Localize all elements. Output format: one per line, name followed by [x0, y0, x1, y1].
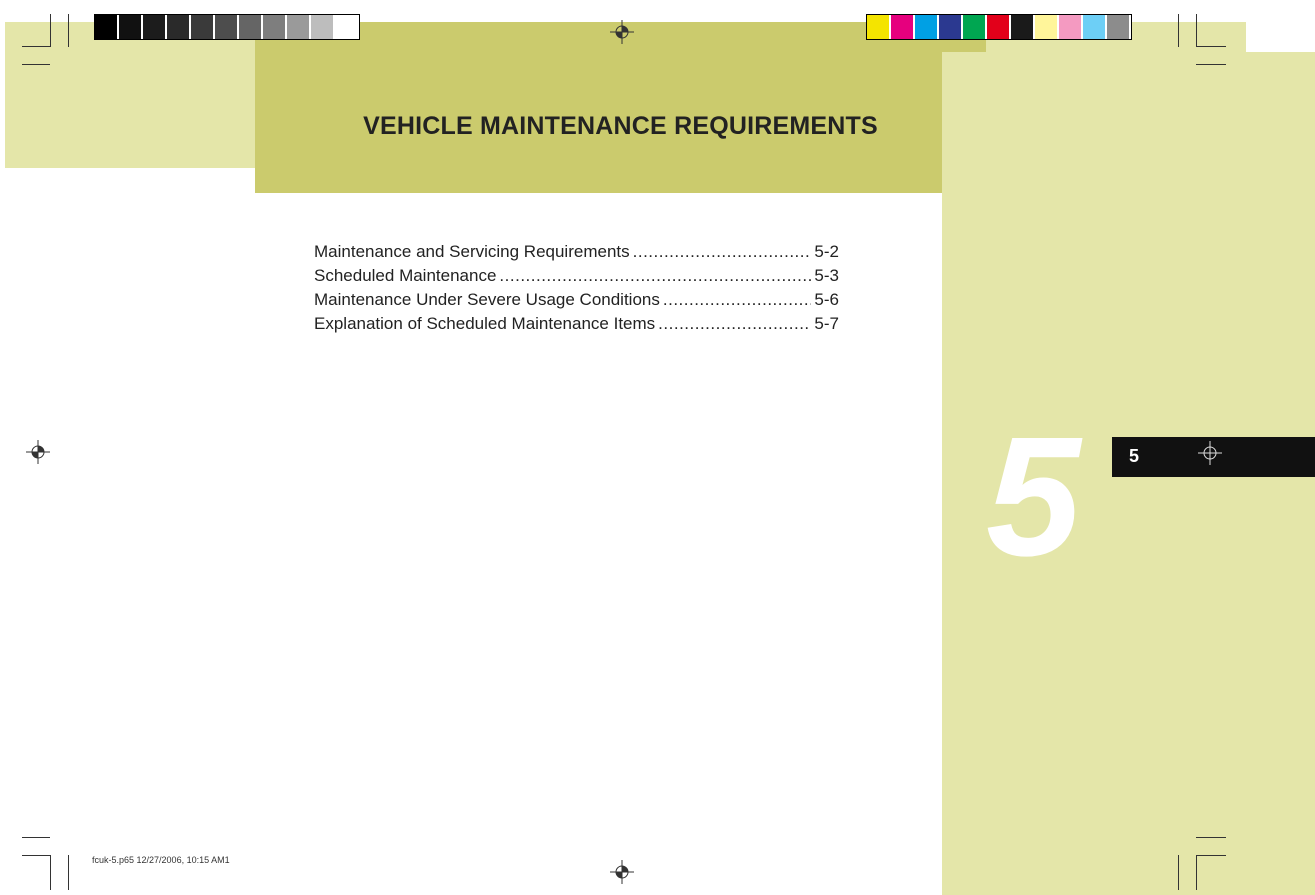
toc-entry-label: Maintenance Under Severe Usage Conditions [314, 290, 660, 309]
crop-mark [50, 14, 51, 47]
color-swatch [1035, 15, 1059, 39]
color-swatch [1011, 15, 1035, 39]
crop-mark [1196, 14, 1197, 47]
chapter-number: 5 [986, 402, 1081, 592]
crop-mark [1196, 855, 1226, 856]
toc-leader-dots [633, 240, 812, 264]
color-swatch [987, 15, 1011, 39]
grayscale-color-bar [94, 14, 360, 40]
crop-mark [68, 855, 69, 890]
toc-entry-label: Scheduled Maintenance [314, 266, 497, 285]
toc-entry-page: 5-3 [814, 266, 839, 285]
left-background-panel [5, 22, 255, 168]
toc-entry-page: 5-6 [814, 290, 839, 309]
registration-mark-icon [26, 440, 50, 464]
crop-mark [22, 46, 50, 47]
crop-mark [1178, 14, 1179, 47]
color-swatch [915, 15, 939, 39]
color-swatch [891, 15, 915, 39]
crop-mark [1196, 855, 1197, 890]
color-swatch [939, 15, 963, 39]
toc-entry[interactable] [314, 240, 839, 264]
registration-mark-icon [610, 860, 634, 884]
toc-leader-dots [663, 288, 812, 312]
color-swatch [215, 15, 239, 39]
toc-entry-page: 5-2 [814, 242, 839, 261]
toc-entry[interactable] [314, 264, 839, 288]
crop-mark [68, 14, 69, 47]
color-swatch [963, 15, 987, 39]
color-swatch [287, 15, 311, 39]
color-swatch [335, 15, 359, 39]
toc-leader-dots [499, 264, 811, 288]
process-color-bar [866, 14, 1132, 40]
chapter-tab-label: 5 [1129, 446, 1140, 466]
registration-mark-icon [1198, 441, 1222, 465]
crop-mark [50, 855, 51, 890]
color-swatch [95, 15, 119, 39]
print-slug: fcuk-5.p65 12/27/2006, 10:15 AM1 [92, 855, 230, 865]
color-swatch [143, 15, 167, 39]
toc-entry[interactable] [314, 288, 839, 312]
page-title: VEHICLE MAINTENANCE REQUIREMENTS [363, 112, 878, 140]
color-swatch [239, 15, 263, 39]
crop-mark [1196, 46, 1226, 47]
table-of-contents [314, 240, 839, 336]
toc-entry-label: Explanation of Scheduled Maintenance Items [314, 314, 656, 333]
registration-mark-icon [610, 20, 634, 44]
crop-mark [22, 837, 50, 838]
crop-mark [22, 64, 50, 65]
color-swatch [263, 15, 287, 39]
crop-mark [1196, 64, 1226, 65]
color-swatch [1107, 15, 1131, 39]
title-band [255, 22, 986, 193]
toc-entry-label: Maintenance and Servicing Requirements [314, 242, 630, 261]
toc-entry[interactable] [314, 312, 839, 336]
crop-mark [22, 855, 50, 856]
color-swatch [1059, 15, 1083, 39]
color-swatch [867, 15, 891, 39]
color-swatch [119, 15, 143, 39]
toc-entry-page: 5-7 [814, 314, 839, 333]
color-swatch [167, 15, 191, 39]
toc-leader-dots [658, 312, 811, 336]
crop-mark [1196, 837, 1226, 838]
color-swatch [1083, 15, 1107, 39]
color-swatch [311, 15, 335, 39]
color-swatch [191, 15, 215, 39]
crop-mark [1178, 855, 1179, 890]
